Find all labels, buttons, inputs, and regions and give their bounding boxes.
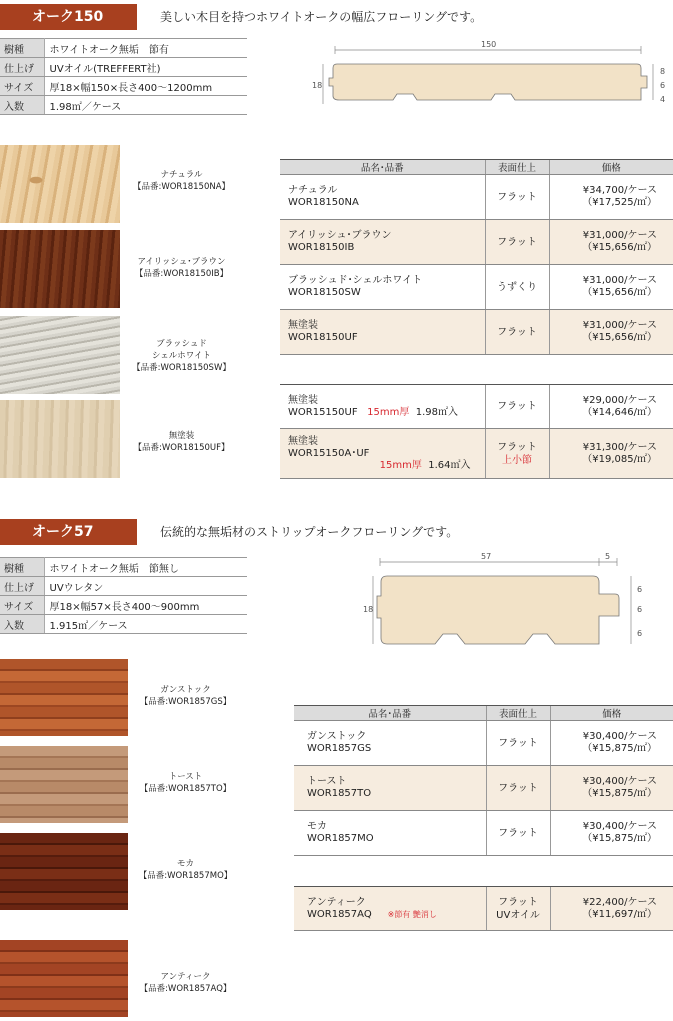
dim-right-top: 8 — [660, 67, 666, 76]
spec-row — [0, 58, 247, 77]
swatch-code: 【品番:WOR1857AQ】 — [139, 984, 232, 994]
spec-key: 樹種 — [0, 39, 44, 58]
profile-diagram-oak57 — [355, 548, 655, 653]
dim-right-mid: 6 — [637, 605, 643, 614]
swatch-code: 【品番:WOR1857MO】 — [138, 871, 233, 881]
swatch-mocha — [0, 833, 128, 910]
spec-row — [0, 96, 247, 115]
product-cell: アンティーク WOR1857AQ ※節有 艶消し — [294, 887, 486, 931]
surface-cell: うずくり — [485, 265, 549, 310]
dim-thickness: 18 — [312, 81, 323, 90]
spec-row — [0, 596, 247, 615]
swatch-antique — [0, 940, 128, 1017]
table-row — [280, 429, 673, 479]
swatch-code: 【品番:WOR18150UF】 — [133, 443, 230, 453]
spec-value: 1.98㎡／ケース — [44, 96, 247, 115]
product-cell: 無塗装 WOR18150UF — [280, 310, 485, 355]
dim-width: 150 — [481, 40, 497, 49]
swatch-name: ガンストック — [160, 685, 211, 695]
dim-right-top: 6 — [637, 585, 643, 594]
swatch-label-brushed-shell-white — [124, 338, 239, 374]
dim-right-bot: 4 — [660, 95, 666, 104]
price-cell: ¥22,400/ケース （¥11,697/㎡） — [550, 887, 673, 931]
price-cell: ¥30,400/ケース （¥15,875/㎡） — [550, 721, 673, 766]
surface-cell: フラット UVオイル — [486, 887, 550, 931]
col-header-name: 品名･品番 — [294, 706, 486, 721]
spec-value: UVオイル(TREFFERT社) — [44, 58, 247, 77]
product-cell: 無塗装 WOR15150UF 15mm厚 1.98㎡入 — [280, 385, 485, 429]
swatch-gunstock — [0, 659, 128, 736]
swatch-code: 【品番:WOR1857GS】 — [139, 697, 232, 707]
swatch-unfinished — [0, 400, 120, 478]
table-row — [280, 175, 673, 220]
swatch-label-antique — [128, 971, 243, 995]
price-cell: ¥30,400/ケース （¥15,875/㎡） — [550, 811, 673, 856]
dim-tongue: 5 — [605, 552, 611, 561]
swatch-name: ブラッシュド — [156, 339, 207, 349]
spec-key: サイズ — [0, 77, 44, 96]
price-cell: ¥29,000/ケース （¥14,646/㎡） — [549, 385, 673, 429]
swatch-code: 【品番:WOR18150SW】 — [132, 363, 231, 373]
spec-row — [0, 615, 247, 634]
swatch-label-natural — [124, 169, 239, 193]
spec-key: サイズ — [0, 596, 44, 615]
swatch-label-irish-brown — [124, 256, 239, 280]
swatch-toast — [0, 746, 128, 823]
table-row — [294, 721, 673, 766]
price-cell: ¥31,300/ケース （¥19,085/㎡） — [549, 429, 673, 479]
price-cell: ¥31,000/ケース （¥15,656/㎡） — [549, 265, 673, 310]
spec-key: 仕上げ — [0, 58, 44, 77]
spec-table-oak150 — [0, 38, 247, 115]
swatch-name: アイリッシュ･ブラウン — [137, 257, 226, 267]
table-row — [280, 220, 673, 265]
product-table-oak57-antique — [294, 886, 673, 931]
spec-key: 樹種 — [0, 558, 44, 577]
section-description-oak150: 美しい木目を持つホワイトオークの幅広フローリングです。 — [160, 10, 483, 24]
surface-cell: フラット 上小節 — [485, 429, 549, 479]
spec-value: 厚18×幅57×長さ400〜900mm — [44, 596, 247, 615]
swatch-irish-brown — [0, 230, 120, 308]
swatch-code: 【品番:WOR1857TO】 — [139, 784, 232, 794]
table-row — [294, 887, 673, 931]
product-cell: ナチュラル WOR18150NA — [280, 175, 485, 220]
spec-row — [0, 77, 247, 96]
col-header-surface: 表面仕上 — [485, 160, 549, 175]
swatch-label-toast — [128, 771, 243, 795]
product-cell: モカ WOR1857MO — [294, 811, 486, 856]
dim-width: 57 — [481, 552, 492, 561]
dim-thickness: 18 — [363, 605, 374, 614]
dim-right-mid: 6 — [660, 81, 666, 90]
surface-cell: フラット — [486, 811, 550, 856]
price-cell: ¥30,400/ケース （¥15,875/㎡） — [550, 766, 673, 811]
spec-row — [0, 39, 247, 58]
swatch-name: アンティーク — [160, 972, 211, 982]
product-cell: 無塗装 WOR15150A･UF 15mm厚 1.64㎡入 — [280, 429, 485, 479]
product-cell: トースト WOR1857TO — [294, 766, 486, 811]
surface-cell: フラット — [485, 385, 549, 429]
spec-value: 1.915㎡／ケース — [44, 615, 247, 634]
surface-cell: フラット — [485, 175, 549, 220]
spec-key: 仕上げ — [0, 577, 44, 596]
spec-row — [0, 558, 247, 577]
swatch-code: 【品番:WOR18150NA】 — [132, 182, 231, 192]
price-cell: ¥31,000/ケース （¥15,656/㎡） — [549, 220, 673, 265]
surface-cell: フラット — [485, 220, 549, 265]
spec-value: ホワイトオーク無垢 節無し — [44, 558, 247, 577]
price-cell: ¥34,700/ケース （¥17,525/㎡） — [549, 175, 673, 220]
swatch-name: シェルホワイト — [151, 351, 212, 361]
table-row — [280, 310, 673, 355]
product-table-oak150 — [280, 159, 673, 355]
section-title-oak150: オーク150 — [0, 4, 137, 30]
section-description-oak57: 伝統的な無垢材のストリップオークフローリングです。 — [160, 525, 459, 539]
swatch-label-mocha — [128, 858, 243, 882]
swatch-name: 無塗装 — [168, 431, 195, 441]
swatch-code: 【品番:WOR18150IB】 — [134, 269, 229, 279]
swatch-name: トースト — [168, 772, 203, 782]
table-header-row — [294, 706, 673, 721]
spec-key: 入数 — [0, 96, 44, 115]
spec-value: ホワイトオーク無垢 節有 — [44, 39, 247, 58]
surface-cell: フラット — [485, 310, 549, 355]
table-row — [280, 385, 673, 429]
product-table-oak150-15mm — [280, 384, 673, 479]
col-header-price: 価格 — [550, 706, 673, 721]
dim-right-bot: 6 — [637, 629, 643, 638]
swatch-name: ナチュラル — [160, 170, 203, 180]
surface-cell: フラット — [486, 766, 550, 811]
col-header-name: 品名･品番 — [280, 160, 485, 175]
product-cell: アイリッシュ･ブラウン WOR18150IB — [280, 220, 485, 265]
table-header-row — [280, 160, 673, 175]
spec-value: 厚18×幅150×長さ400〜1200mm — [44, 77, 247, 96]
spec-table-oak57 — [0, 557, 247, 634]
spec-row — [0, 577, 247, 596]
col-header-surface: 表面仕上 — [486, 706, 550, 721]
product-cell: ブラッシュド･シェルホワイト WOR18150SW — [280, 265, 485, 310]
spec-value: UVウレタン — [44, 577, 247, 596]
product-table-oak57 — [294, 705, 673, 856]
table-row — [294, 766, 673, 811]
swatch-name: モカ — [176, 859, 194, 869]
profile-diagram-oak150 — [305, 36, 673, 112]
spec-key: 入数 — [0, 615, 44, 634]
col-header-price: 価格 — [549, 160, 673, 175]
table-row — [280, 265, 673, 310]
swatch-brushed-shell-white — [0, 316, 120, 394]
swatch-label-gunstock — [128, 684, 243, 708]
table-row — [294, 811, 673, 856]
surface-cell: フラット — [486, 721, 550, 766]
price-cell: ¥31,000/ケース （¥15,656/㎡） — [549, 310, 673, 355]
swatch-natural — [0, 145, 120, 223]
section-title-oak57: オーク57 — [0, 519, 137, 545]
product-cell: ガンストック WOR1857GS — [294, 721, 486, 766]
swatch-label-unfinished — [124, 430, 239, 454]
